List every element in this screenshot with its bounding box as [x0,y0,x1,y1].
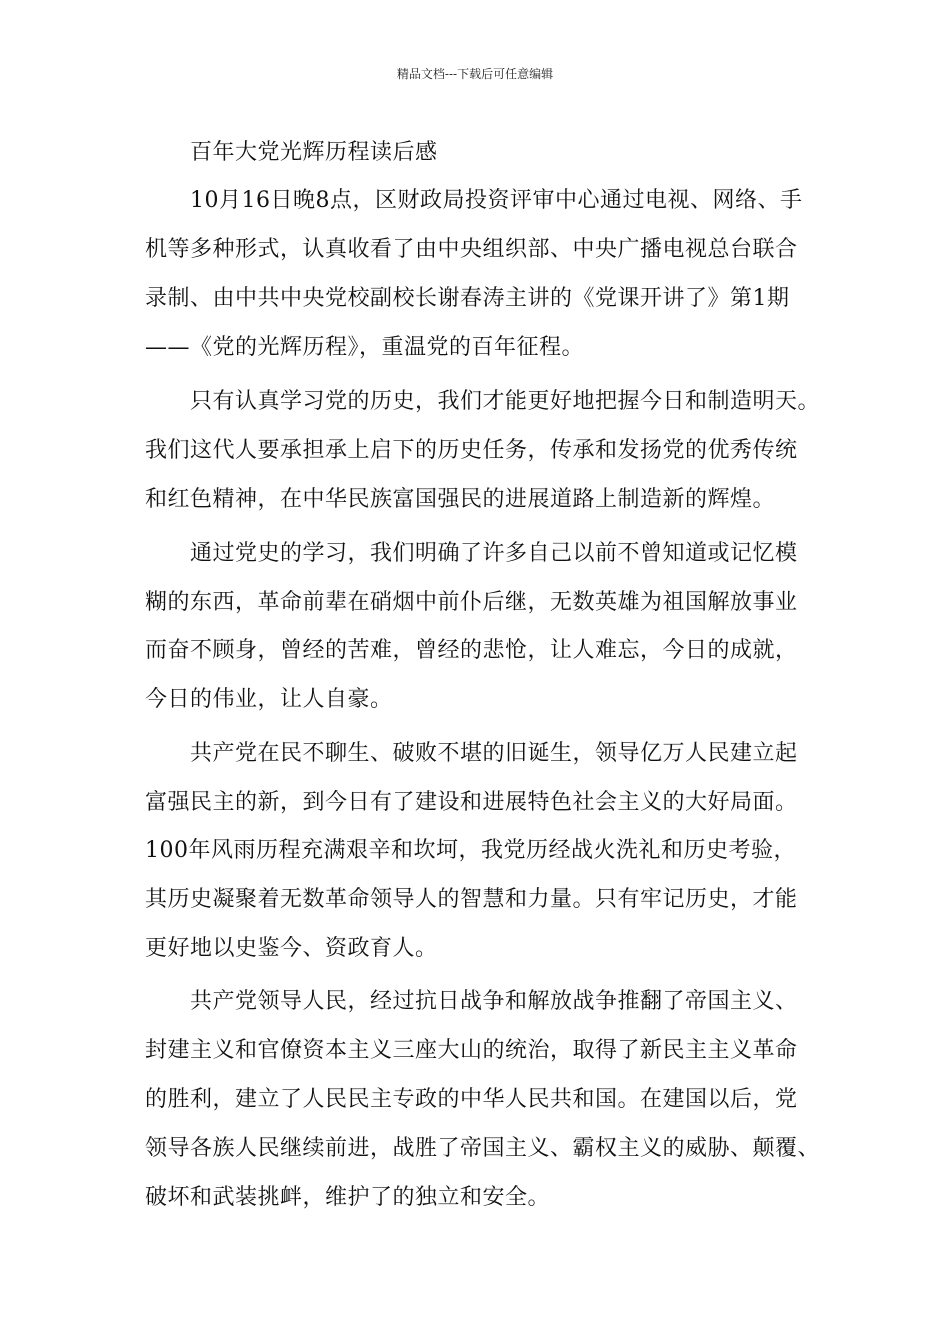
paragraph-line: 破坏和武装挑衅，维护了的独立和安全。 [145,1185,551,1210]
paragraph-line: 而奋不顾身，曾经的苦难，曾经的悲怆，让人难忘，今日的成就， [145,638,798,663]
paragraph-line: 通过党史的学习，我们明确了许多自己以前不曾知道或记忆模 [190,541,798,566]
paragraph-line: ——《党的光辉历程》，重温党的百年征程。 [145,335,585,360]
paragraph-line: 封建主义和官僚资本主义三座大山的统治，取得了新民主主义革命 [145,1038,798,1063]
paragraph-line: 100年风雨历程充满艰辛和坎坷，我党历经战火洗礼和历史考验， [145,838,796,863]
paragraph-line: 富强民主的新，到今日有了建设和进展特色社会主义的大好局面。 [145,790,798,815]
paragraph-line: 共产党领导人民，经过抗日战争和解放战争推翻了帝国主义、 [190,989,798,1014]
paragraph-line: 共产党在民不聊生、破败不堪的旧诞生，领导亿万人民建立起 [190,741,798,766]
paragraph-line: 糊的东西，革命前辈在硝烟中前仆后继，无数英雄为祖国解放事业 [145,590,798,615]
document-title: 百年大党光辉历程读后感 [190,140,438,165]
paragraph-line: 其历史凝聚着无数革命领导人的智慧和力量。只有牢记历史，才能 [145,887,798,912]
paragraph-line: 和红色精神，在中华民族富国强民的进展道路上制造新的辉煌。 [145,487,776,512]
paragraph-line: 录制、由中共中央党校副校长谢春涛主讲的《党课开讲了》第1期 [145,286,790,311]
paragraph-line: 今日的伟业，让人自豪。 [145,687,393,712]
page-header: 精品文档---下载后可任意编辑 [396,67,554,81]
paragraph-line: 只有认真学习党的历史，我们才能更好地把握今日和制造明天。 [190,389,821,414]
paragraph-line: 我们这代人要承担承上启下的历史任务，传承和发扬党的优秀传统 [145,438,798,463]
paragraph-line: 10月16日晚8点，区财政局投资评审中心通过电视、网络、手 [190,188,803,213]
paragraph-line: 领导各族人民继续前进，战胜了帝国主义、霸权主义的威胁、颠覆、 [145,1136,821,1161]
paragraph-line: 机等多种形式，认真收看了由中央组织部、中央广播电视总台联合 [145,237,798,262]
paragraph-line: 更好地以史鉴今、资政育人。 [145,936,438,961]
paragraph-line: 的胜利，建立了人民民主专政的中华人民共和国。在建国以后，党 [145,1087,798,1112]
